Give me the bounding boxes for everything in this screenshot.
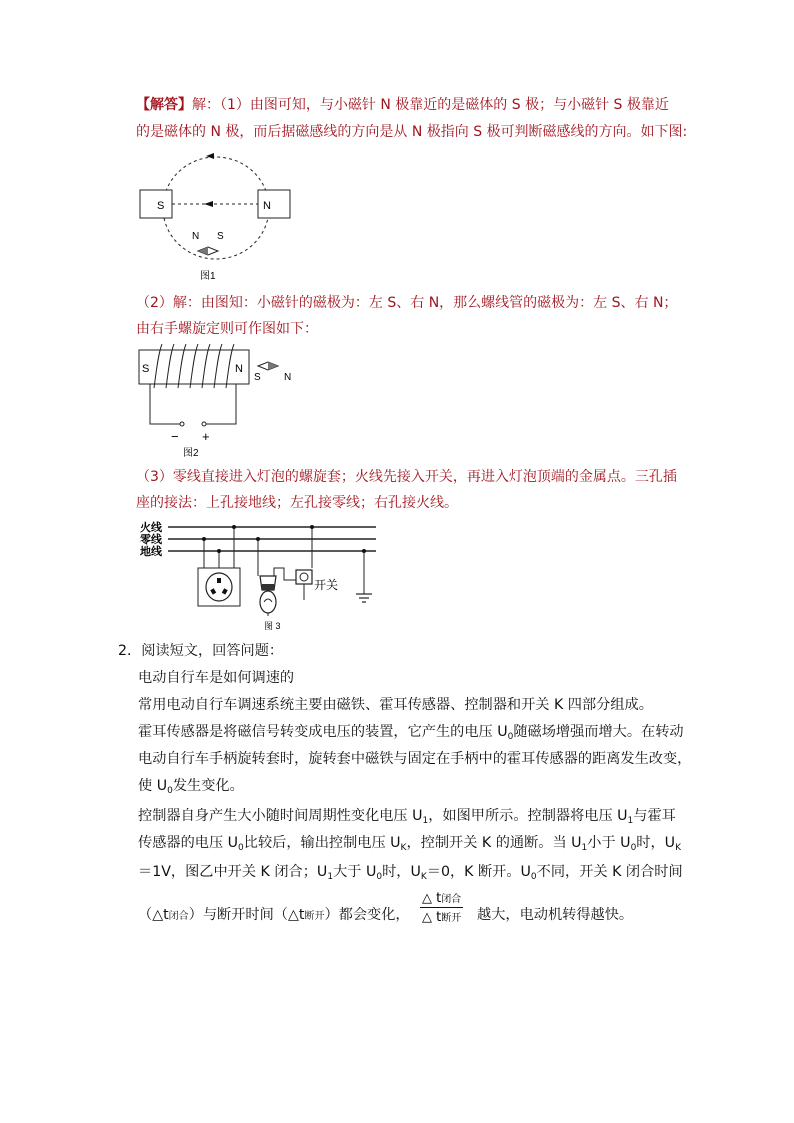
live-wire-label: 火线 [140, 522, 162, 534]
neutral-wire-label: 零线 [140, 534, 162, 546]
question-2-stem: 2．阅读短文，回答问题： [118, 643, 284, 659]
solution-part2-line-2: 由右手螺旋定则可作图如下： [136, 321, 318, 337]
solution-part3-line-2: 座的接法：上孔接地线；左孔接零线；右孔接火线。 [136, 495, 458, 511]
magnet-s-label: S [157, 200, 165, 212]
figure-3-household-circuit [136, 518, 386, 632]
passage-para-3-line-3: ＝1V，图乙中开关 K 闭合；$U_1$大于 $U_0$时，$U_K=0$，K 断开。$U_0$不同，开关 K 闭合时间 [138, 864, 683, 882]
figure-1-caption: 图1 [200, 271, 216, 282]
passage-para-3-line-2: 传感器的电压 $U_0$比较后，输出控制电压 $U_K$，控制开关 K 的通断。当 $U_1$小于 $U_0$时，$U_K$ [138, 835, 681, 853]
bulb-icon [260, 591, 276, 613]
coil-s-label: S [142, 363, 150, 375]
terminal-minus [180, 422, 184, 426]
passage-para-2-line-3: 使 $U_0$发生变化。 [138, 778, 244, 796]
wire-left [150, 384, 180, 424]
passage-para-3-line-4b: 越大，电动机转得越快。 [477, 907, 634, 923]
figure-2-caption: 图2 [183, 448, 199, 459]
passage-para-2-line-2: 电动自行车手柄旋转套时，旋转套中磁铁与固定在手柄中的霍耳传感器的距离发生改变， [138, 751, 692, 767]
socket-face-icon [206, 573, 232, 601]
time-ratio-fraction: △ t闭合 △ t断开 [422, 891, 462, 925]
terminal-plus [202, 422, 206, 426]
magnet-s [140, 190, 172, 218]
field-line-outer [163, 157, 269, 259]
figure-1-magnets [136, 148, 296, 283]
needle-n-label: N [192, 231, 200, 242]
solution-part2-line-1: （2）解：由图知：小磁针的磁极为：左 S、右 N，那么螺线管的磁极为：左 S、右 N； [136, 295, 678, 311]
passage-para-2-line-1: 霍耳传感器是将磁信号转变成电压的装置，它产生的电压 $U_0$随磁场增强而增大。在转动 [138, 724, 684, 742]
arrow-middle-icon [204, 201, 213, 207]
minus-label: − [171, 429, 179, 444]
switch-icon [300, 573, 308, 581]
figure-3-caption: 图 3 [264, 621, 281, 631]
wire-right [206, 384, 236, 424]
figure-2-solenoid [136, 344, 316, 460]
needle-s-label: S [217, 231, 224, 242]
passage-title: 电动自行车是如何调速的 [138, 670, 295, 686]
solution-part3-line-1: （3）零线直接进入灯泡的螺旋套；火线先接入开关，再进入灯泡顶端的金属点。三孔插 [136, 469, 677, 485]
needle-2-n-icon [268, 362, 278, 370]
switch-label: 开关 [314, 578, 339, 592]
answer-bracket: 【解答】 [136, 97, 192, 113]
passage-para-3-line-1: 控制器自身产生大小随时间周期性变化电压 $U_1$，如图甲所示。控制器将电压 $U_1$与霍耳 [138, 808, 676, 826]
needle-2-n-label: N [284, 372, 292, 383]
solution-line-1 [136, 95, 669, 115]
ground-wire-label: 地线 [140, 546, 162, 558]
solution-text: 解：（1）由图可知，与小磁针 N 极靠近的是磁体的 S 极；与小磁针 S 极靠近 [192, 97, 669, 113]
coil-n-label: N [235, 363, 243, 375]
needle-2-s-label: S [254, 372, 261, 383]
passage-para-1: 常用电动自行车调速系统主要由磁铁、霍耳传感器、控制器和开关 K 四部分组成。 [138, 697, 653, 713]
plus-label: + [202, 429, 210, 444]
magnet-n-label: N [263, 200, 271, 212]
passage-para-3-line-4a: （△t闭合）与断开时间（△t断开）都会变化， [138, 907, 410, 923]
solution-line-2: 的是磁体的 N 极，而后据磁感线的方向是从 N 极指向 S 极可判断磁感线的方向。如下图: [136, 124, 688, 140]
compass-needle-n-icon [198, 247, 208, 255]
